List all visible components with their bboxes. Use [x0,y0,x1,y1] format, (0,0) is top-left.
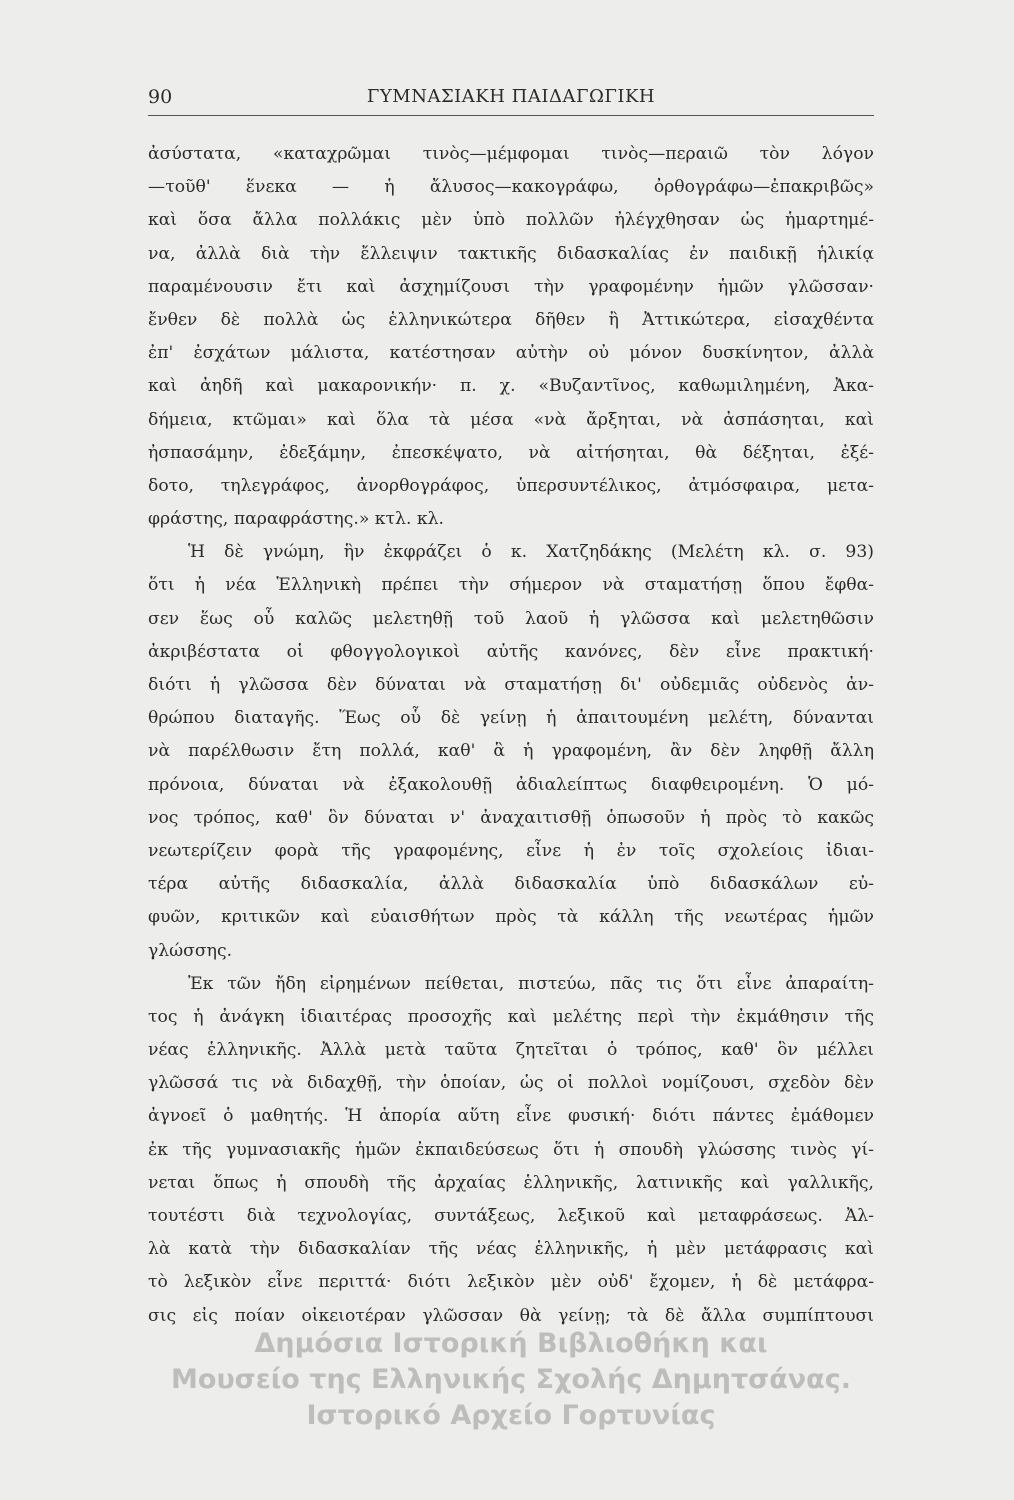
page-number: 90 [148,86,173,108]
text-line: νεται ὅπως ἡ σπουδὴ τῆς ἀρχαίας ἑλληνικῆς, λατινικῆς καὶ γαλλικῆς, [148,1172,874,1193]
running-title: ΓΥΜΝΑΣΙΑΚΗ ΠΑΙΔΑΓΩΓΙΚΗ [366,86,656,107]
text-line: ἔνθεν δὲ πολλὰ ὡς ἑλληνικώτερα δῆθεν ἢ Ἀττικώτερα, εἰσαχθέντα [148,309,874,330]
text-line: σεν ἕως οὗ καλῶς μελετηθῇ τοῦ λαοῦ ἡ γλῶσσα καὶ μελετηθῶσιν [148,608,874,629]
text-line: νος τρόπος, καθ' ὃν δύναται ν' ἀναχαιτισθῇ ὁπωσοῦν ἡ πρὸς τὸ κακῶς [148,807,874,828]
text-line: θρώπου διαταγῆς. Ἕως οὗ δὲ γείνῃ ἡ ἀπαιτουμένη μελέτη, δύνανται [148,708,874,729]
watermark-line: Μουσείο της Ελληνικής Σχολής Δημητσάνας. [171,1364,851,1395]
watermark-line: Δημόσια Ιστορική Βιβλιοθήκη και [254,1328,768,1359]
text-line: παραμένουσιν ἔτι καὶ ἀσχημίζουσι τὴν γραφομένην ἡμῶν γλῶσσαν· [148,276,874,297]
text-line: φράστης, παραφράστης.» κτλ. κλ. [148,509,444,530]
text-line: ἀκριβέστατα οἱ φθογγολογικοὶ αὐτῆς κανόνες, δὲν εἶνε πρακτική· [148,641,874,662]
text-line: νὰ παρέλθωσιν ἔτη πολλά, καθ' ἃ ἡ γραφομένη, ἂν δὲν ληφθῇ ἄλλη [148,741,874,762]
text-line: ἀσύστατα, «καταχρῶμαι τινὸς—μέμφομαι τινὸς—περαιῶ τὸν λόγον [148,144,874,164]
text-line: ἀγνοεῖ ὁ μαθητής. Ἡ ἀπορία αὕτη εἶνε φυσική· διότι πάντες ἐμάθομεν [148,1106,874,1127]
text-line: ἐκ τῆς γυμνασιακῆς ἡμῶν ἐκπαιδεύσεως ὅτι ἡ σπουδὴ γλώσσης τινὸς γί- [148,1139,874,1160]
text-line: τὸ λεξικὸν εἶνε περιττά· διότι λεξικὸν μὲν οὐδ' ἔχομεν, ἡ δὲ μετάφρα- [148,1272,874,1293]
page-header [148,86,874,116]
header-rule [148,115,874,116]
text-line: καὶ ἀηδῆ καὶ μακαρονικήν· π. χ. «Βυζαντῖνος, καθωμιλημένη, Ἀκα- [148,376,874,397]
text-line: Ἐκ τῶν ἤδη εἰρημένων πείθεται, πιστεύω, πᾶς τις ὅτι εἶνε ἀπαραίτη- [188,973,874,994]
text-line: τέρα αὐτῆς διδασκαλία, ἀλλὰ διδασκαλία ὑπὸ διδασκάλων εὐ- [148,874,874,895]
text-line: —τοῦθ' ἕνεκα — ἡ ἄλυσος—κακογράφω, ὀρθογράφω—ἐπακριβῶς» [148,177,874,198]
text-line: πρόνοια, δύναται νὰ ἐξακολουθῇ ἀδιαλείπτως διαφθειρομένη. Ὁ μό- [148,774,874,795]
text-line: τουτέστι διὰ τεχνολογίας, συντάξεως, λεξικοῦ καὶ μεταφράσεως. Ἀλ- [148,1206,874,1226]
text-line: καὶ ὅσα ἄλλα πολλάκις μὲν ὑπὸ πολλῶν ἠλέγχθησαν ὡς ἡμαρτημέ- [148,210,874,231]
body-text [148,138,874,1333]
text-line: δοτο, τηλεγράφος, ἀνορθογράφος, ὑπερσυντέλικος, ἀτμόσφαιρα, μετα- [148,475,874,496]
text-line: ἠσπασάμην, ἐδεξάμην, ἐπεσκέψατο, νὰ αἰτήσηται, θὰ δέξηται, ἐξέ- [148,442,874,463]
text-line: σις εἰς ποίαν οἰκειοτέραν γλῶσσαν θὰ γείνῃ; τὰ δὲ ἄλλα συμπίπτουσι [148,1305,874,1326]
text-line: ὅτι ἡ νέα Ἑλληνικὴ πρέπει τὴν σήμερον νὰ σταματήσῃ ὅπου ἔφθα- [148,575,874,596]
text-line: διότι ἡ γλῶσσα δὲν δύναται νὰ σταματήσῃ δι' οὐδεμιᾶς οὐδενὸς ἀν- [148,675,874,695]
text-line: Ἡ δὲ γνώμη, ἣν ἐκφράζει ὁ κ. Χατζηδάκης (Μελέτη κλ. σ. 93) [188,542,874,563]
text-line: να, ἀλλὰ διὰ τὴν ἔλλειψιν τακτικῆς διδασκαλίας ἐν παιδικῇ ἡλικίᾳ [148,243,874,264]
library-watermark [148,1326,874,1434]
text-line: δήμεια, κτῶμαι» καὶ ὅλα τὰ μέσα «νὰ ἄρξηται, νὰ ἀσπάσηται, καὶ [148,409,874,430]
text-line: γλῶσσά τις νὰ διδαχθῇ, τὴν ὁποίαν, ὡς οἱ πολλοὶ νομίζουσι, σχεδὸν δὲν [148,1073,874,1094]
text-line: λὰ κατὰ τὴν διδασκαλίαν τῆς νέας ἑλληνικῆς, ἡ μὲν μετάφρασις καὶ [148,1239,874,1260]
watermark-line: Ιστορικό Αρχείο Γορτυνίας [306,1400,716,1431]
text-line: φυῶν, κριτικῶν καὶ εὐαισθήτων πρὸς τὰ κάλλη τῆς νεωτέρας ἡμῶν [148,907,874,928]
text-line: ἐπ' ἐσχάτων μάλιστα, κατέστησαν αὐτὴν οὐ μόνον δυσκίνητον, ἀλλὰ [148,343,874,364]
text-line: τος ἡ ἀνάγκη ἰδιαιτέρας προσοχῆς καὶ μελέτης περὶ τὴν ἐκμάθησιν τῆς [148,1006,874,1027]
text-line: νέας ἑλληνικῆς. Ἀλλὰ μετὰ ταῦτα ζητεῖται ὁ τρόπος, καθ' ὃν μέλλει [148,1040,874,1061]
text-line: νεωτερίζειν φορὰ τῆς γραφομένης, εἶνε ἡ ἐν τοῖς σχολείοις ἰδιαι- [148,840,874,861]
text-line: γλώσσης. [148,940,233,961]
